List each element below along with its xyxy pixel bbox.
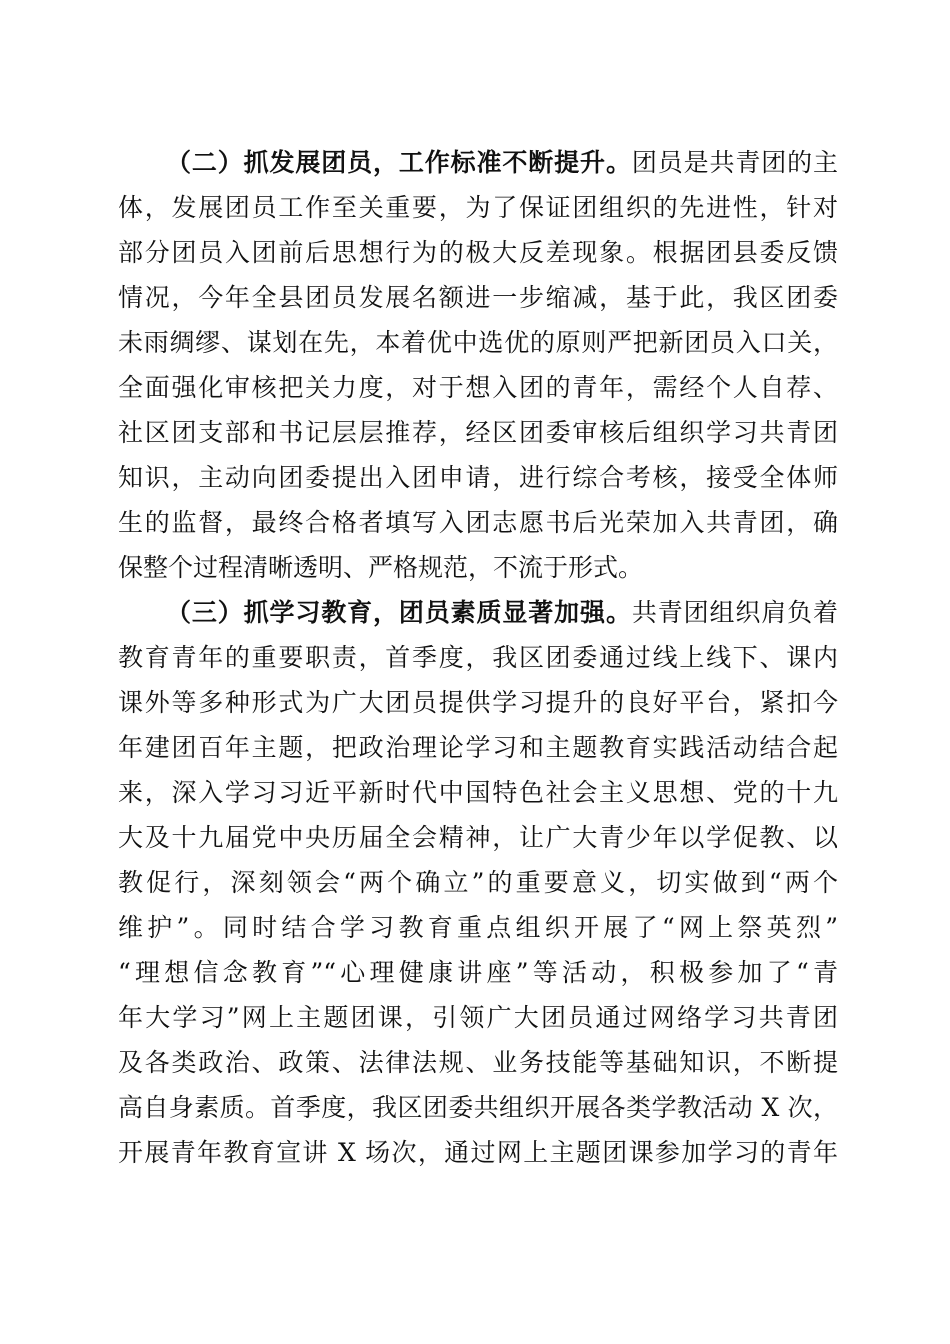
paragraph-3-line-13: 开展青年教育宣讲 X 场次，通过网上主题团课参加学习的青年 — [118, 1138, 838, 1167]
paragraph-2-heading: （二）抓发展团员，工作标准不断提升。 — [166, 148, 632, 177]
paragraph-3-line-2: 教育青年的重要职责，首季度，我区团委通过线上线下、课内 — [118, 643, 838, 672]
paragraph-2-line-4: 情况，今年全县团员发展名额进一步缩减，基于此，我区团委 — [118, 283, 838, 312]
paragraph-3-line-6: 大及十九届党中央历届全会精神，让广大青少年以学促教、以 — [118, 823, 838, 852]
paragraph-2-line-2: 体，发展团员工作至关重要，为了保证团组织的先进性，针对 — [118, 193, 838, 222]
paragraph-3-line-1 — [166, 593, 838, 633]
paragraph-3-heading: （三）抓学习教育，团员素质显著加强。 — [166, 598, 632, 627]
paragraph-2-line-1 — [166, 143, 838, 183]
paragraph-2-line-6: 全面强化审核把关力度，对于想入团的青年，需经个人自荐、 — [118, 373, 838, 402]
paragraph-3-line-11: 及各类政治、政策、法律法规、业务技能等基础知识，不断提 — [118, 1048, 838, 1077]
paragraph-3-line-10: 年大学习”网上主题团课，引领广大团员通过网络学习共青团 — [118, 1003, 838, 1032]
paragraph-2-line-8: 知识，主动向团委提出入团申请，进行综合考核，接受全体师 — [118, 463, 838, 492]
paragraph-3-line-5: 来，深入学习习近平新时代中国特色社会主义思想、党的十九 — [118, 778, 838, 807]
paragraph-3-line-8: 维护”。同时结合学习教育重点组织开展了“网上祭英烈” — [118, 913, 838, 942]
paragraph-2-line-3: 部分团员入团前后思想行为的极大反差现象。根据团县委反馈 — [118, 238, 838, 267]
paragraph-3-line-9: “理想信念教育”“心理健康讲座”等活动，积极参加了“青 — [118, 958, 838, 987]
paragraph-2-text: 团员是共青团的主 — [631, 148, 838, 177]
paragraph-2-line-9: 生的监督，最终合格者填写入团志愿书后光荣加入共青团，确 — [118, 508, 838, 537]
paragraph-3-line-12: 高自身素质。首季度，我区团委共组织开展各类学教活动 X 次， — [118, 1093, 838, 1122]
paragraph-3-line-3: 课外等多种形式为广大团员提供学习提升的良好平台，紧扣今 — [118, 688, 838, 717]
paragraph-2-line-10: 保整个过程清晰透明、严格规范，不流于形式。 — [118, 553, 644, 582]
paragraph-3-line-7: 教促行，深刻领会“两个确立”的重要意义，切实做到“两个 — [118, 868, 838, 897]
paragraph-2-line-5: 未雨绸缪、谋划在先，本着优中选优的原则严把新团员入口关， — [118, 328, 838, 357]
paragraph-2-line-7: 社区团支部和书记层层推荐，经区团委审核后组织学习共青团 — [118, 418, 838, 447]
paragraph-3-line-4: 年建团百年主题，把政治理论学习和主题教育实践活动结合起 — [118, 733, 838, 762]
paragraph-3-text: 共青团组织肩负着 — [631, 598, 838, 627]
